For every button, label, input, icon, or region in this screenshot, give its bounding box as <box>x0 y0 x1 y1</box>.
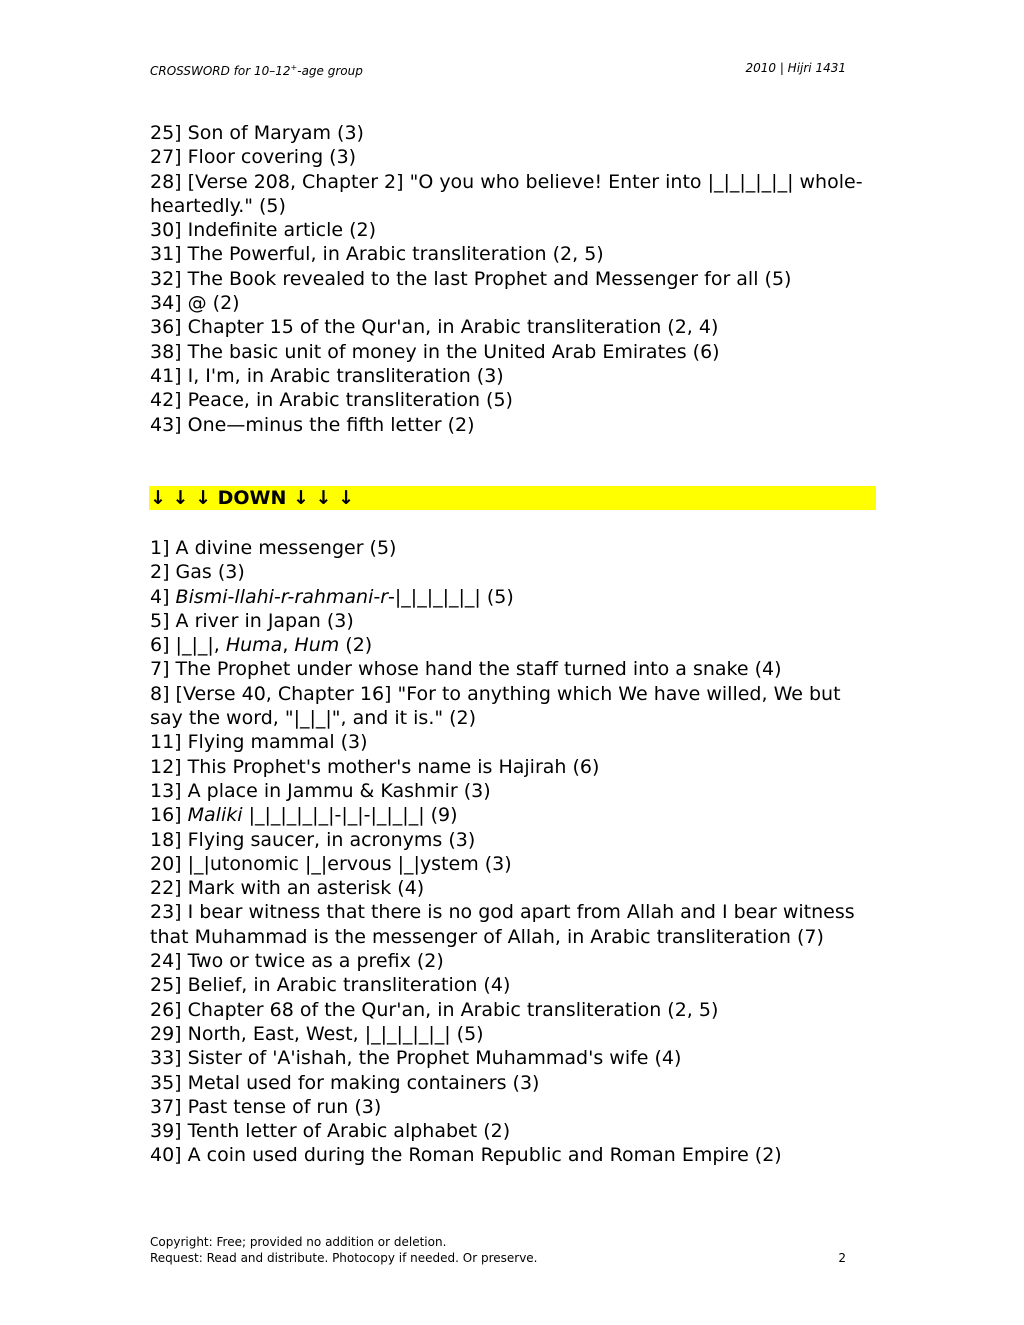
across-clue <box>150 267 876 291</box>
down-clue <box>150 973 876 997</box>
clue-text: |_|_|_|_|_|-|_|-|_|_|_| (9) <box>242 804 458 827</box>
clue-text: 24] Two or twice as a prefix (2) <box>150 950 444 973</box>
clue-italic-text: Maliki <box>187 804 243 827</box>
down-clue <box>150 585 876 609</box>
clue-text: 4] <box>150 585 176 608</box>
down-clue <box>150 949 876 973</box>
clue-text: 38] The basic unit of money in the United Arab Emirates (6) <box>150 340 720 363</box>
clue-text: 11] Flying mammal (3) <box>150 731 368 754</box>
down-clue <box>150 682 876 731</box>
clue-italic-text: Bismi-llahi-r-rahmani-r <box>175 585 389 608</box>
clue-text: 8] [Verse 40, Chapter 16] "For to anything which We have willed, We but say the word, "|_|_|", and it is." (2) <box>150 682 841 730</box>
down-clue <box>150 803 876 827</box>
across-clue <box>150 388 876 412</box>
clue-text: 27] Floor covering (3) <box>150 146 357 169</box>
clue-text: 34] @ (2) <box>150 292 240 315</box>
clue-text: 16] <box>150 804 188 827</box>
clue-text: 28] [Verse 208, Chapter 2] "O you who believe! Enter into |_|_|_|_|_| whole-heartedly." (5) <box>150 170 863 217</box>
clue-italic-text: Hum <box>294 634 340 657</box>
clue-text: 33] Sister of 'A'ishah, the Prophet Muhammad's wife (4) <box>150 1047 682 1070</box>
across-clue <box>150 413 876 437</box>
down-clue <box>150 779 876 803</box>
down-clue <box>150 852 876 876</box>
down-clue <box>150 1046 876 1070</box>
down-clues-list <box>150 536 876 1168</box>
down-heading-label: ↓ ↓ ↓ DOWN ↓ ↓ ↓ <box>150 487 354 509</box>
clue-text: 18] Flying saucer, in acronyms (3) <box>150 828 476 851</box>
clue-text: 35] Metal used for making containers (3) <box>150 1071 540 1094</box>
down-section-heading <box>149 486 876 510</box>
clue-text: 39] Tenth letter of Arabic alphabet (2) <box>150 1120 511 1143</box>
footer-request: Request: Read and distribute. Photocopy if needed. Or preserve. <box>150 1251 538 1265</box>
across-clue <box>150 364 876 388</box>
down-clue <box>150 1095 876 1119</box>
header-date: 2010 | Hijri 1431 <box>745 61 846 75</box>
down-clue <box>150 1022 876 1046</box>
across-clue <box>150 291 876 315</box>
down-clue <box>150 730 876 754</box>
clue-text: -|_|_|_|_|_| (5) <box>388 585 514 608</box>
across-clue <box>150 170 876 219</box>
down-clue <box>150 633 876 657</box>
clue-text: 42] Peace, in Arabic transliteration (5) <box>150 389 513 412</box>
down-clue <box>150 536 876 560</box>
footer-copyright: Copyright: Free; provided no addition or deletion. <box>150 1235 447 1249</box>
clue-text: 1] A divine messenger (5) <box>150 537 397 559</box>
down-clue <box>150 876 876 900</box>
across-clue <box>150 242 876 266</box>
down-clue <box>150 657 876 681</box>
clue-text: , <box>282 634 295 657</box>
clue-text: 12] This Prophet's mother's name is Hajirah (6) <box>150 755 600 778</box>
across-clue <box>150 315 876 339</box>
down-clue <box>150 755 876 779</box>
clue-text: 41] I, I'm, in Arabic transliteration (3) <box>150 364 504 387</box>
down-clue <box>150 998 876 1022</box>
clue-text: 25] Belief, in Arabic transliteration (4) <box>150 974 511 997</box>
clue-text: 13] A place in Jammu & Kashmir (3) <box>150 779 491 802</box>
across-clues-list <box>150 121 876 437</box>
across-clue <box>150 218 876 242</box>
across-clue <box>150 340 876 364</box>
down-clue <box>150 1071 876 1095</box>
clue-text: 32] The Book revealed to the last Prophet and Messenger for all (5) <box>150 267 792 290</box>
clue-text: 25] Son of Maryam (3) <box>150 122 364 144</box>
clue-text: 36] Chapter 15 of the Qur'an, in Arabic transliteration (2, 4) <box>150 316 719 339</box>
clue-italic-text: Huma <box>225 634 283 657</box>
down-clue <box>150 1119 876 1143</box>
header-title: CROSSWORD for 10–12+-age group <box>150 63 363 78</box>
page-number: 2 <box>838 1251 846 1265</box>
across-clue <box>150 145 876 169</box>
clue-text: 30] Indefinite article (2) <box>150 219 377 242</box>
down-clue <box>150 1143 876 1167</box>
clue-text: 37] Past tense of run (3) <box>150 1095 382 1118</box>
page-header <box>150 60 846 79</box>
clue-text: 2] Gas (3) <box>150 561 245 584</box>
down-clue <box>150 560 876 584</box>
across-clue <box>150 121 876 145</box>
page-footer <box>150 1234 846 1266</box>
down-clue <box>150 900 876 949</box>
down-clue <box>150 609 876 633</box>
clue-text: 31] The Powerful, in Arabic transliteration (2, 5) <box>150 243 604 266</box>
clue-text: 43] One—minus the fifth letter (2) <box>150 413 475 436</box>
clue-text: 22] Mark with an asterisk (4) <box>150 877 425 900</box>
down-clue <box>150 828 876 852</box>
clue-text: 20] |_|utonomic |_|ervous |_|ystem (3) <box>150 852 512 875</box>
clue-text: 29] North, East, West, |_|_|_|_|_| (5) <box>150 1022 484 1045</box>
clue-text: 26] Chapter 68 of the Qur'an, in Arabic transliteration (2, 5) <box>150 998 719 1021</box>
clue-text: 23] I bear witness that there is no god apart from Allah and I bear witness that Muhammad is the messenger of Allah, in Arabic transliteration (7) <box>150 901 855 948</box>
clue-text: 6] |_|_|, <box>150 634 226 657</box>
clue-text: (2) <box>339 634 373 657</box>
clue-text: 40] A coin used during the Roman Republic and Roman Empire (2) <box>150 1144 782 1167</box>
clue-text: 5] A river in Japan (3) <box>150 609 354 632</box>
clue-text: 7] The Prophet under whose hand the staff turned into a snake (4) <box>150 658 782 681</box>
